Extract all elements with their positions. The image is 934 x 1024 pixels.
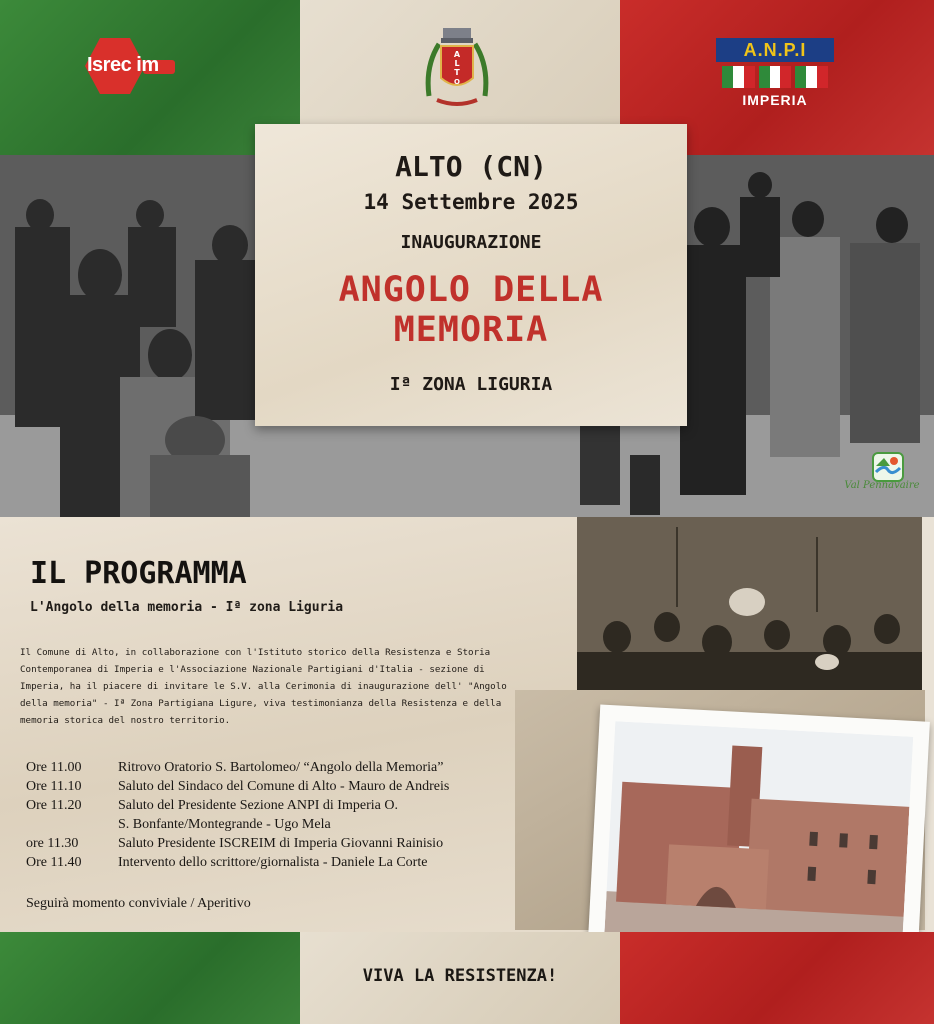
anpi-flags-icon — [722, 66, 828, 88]
schedule-item: Saluto del Presidente Sezione ANPI di Imperia O. — [118, 798, 398, 813]
event-title-line1: ANGOLO DELLA — [338, 270, 604, 310]
flag-green — [0, 932, 300, 1024]
event-title — [255, 270, 687, 350]
schedule — [26, 758, 526, 872]
isrec-logo-text: Isrec im — [87, 54, 159, 76]
programme-title: IL PROGRAMMA — [30, 556, 247, 591]
anpi-city: IMPERIA — [742, 92, 808, 108]
isrec-logo — [85, 38, 175, 88]
schedule-row — [26, 834, 526, 853]
schedule-item: Ritrovo Oratorio S. Bartolomeo/ “Angolo della Memoria” — [118, 760, 444, 775]
schedule-row — [26, 777, 526, 796]
event-title-line2: MEMORIA — [393, 310, 549, 350]
programme-subtitle: L'Angolo della memoria - Iª zona Liguria — [30, 600, 344, 615]
flag-red — [620, 932, 934, 1024]
schedule-time: Ore 11.40 — [26, 855, 82, 870]
event-date: 14 Settembre 2025 — [363, 190, 579, 214]
val-pennavaire-icon — [872, 452, 904, 482]
schedule-item: Intervento dello scrittore/giornalista - Daniele La Corte — [118, 855, 428, 870]
schedule-row — [26, 853, 526, 872]
svg-text:O: O — [454, 78, 460, 86]
val-pennavaire-logo — [842, 452, 922, 504]
svg-text:L: L — [454, 59, 460, 68]
programme-intro: Il Comune di Alto, in collaborazione con l'Istituto storico della Resistenza e Storia Contemporanea di Imperia e l'Associazione Nazionale Partigiani d'Italia - sezione di Imperia, ha il piacere di invitare le S.V. alla Cerimonia di inaugurazione dell' "Angolo della memoria" - Iª Zona Partigiana Ligure, viva testimonianza della Resistenza e della memoria storica del nostro territorio. — [20, 647, 507, 726]
schedule-time: ore 11.30 — [26, 836, 79, 851]
schedule-time — [26, 815, 118, 834]
event-place: ALTO (CN) — [395, 150, 547, 183]
alto-crest-icon — [423, 26, 491, 112]
schedule-row — [26, 796, 526, 815]
schedule-closing: Seguirà momento conviviale / Aperitivo — [26, 896, 251, 911]
anpi-logo — [716, 38, 834, 112]
schedule-row — [26, 758, 526, 777]
crowd-photo — [577, 517, 922, 695]
val-pennavaire-name: Val Pennavaire — [844, 480, 920, 491]
schedule-item: S. Bonfante/Montegrande - Ugo Mela — [118, 817, 331, 832]
crest-letter-a: A — [453, 50, 461, 59]
schedule-time: Ore 11.20 — [26, 798, 82, 813]
slogan: VIVA LA RESISTENZA! — [362, 966, 558, 986]
event-zone: Iª ZONA LIGURIA — [389, 374, 553, 395]
svg-text:T: T — [454, 68, 460, 77]
schedule-row — [26, 815, 526, 834]
event-type: INAUGURAZIONE — [400, 232, 542, 253]
anpi-name: A.N.P.I — [716, 38, 834, 62]
church-photo — [604, 721, 913, 948]
title-card — [255, 124, 687, 426]
schedule-item: Saluto Presidente ISCREIM di Imperia Giovanni Rainisio — [118, 836, 444, 851]
schedule-item: Saluto del Sindaco del Comune di Alto - Mauro de Andreis — [118, 779, 450, 794]
schedule-time: Ore 11.10 — [26, 779, 82, 794]
schedule-time: Ore 11.00 — [26, 760, 82, 775]
